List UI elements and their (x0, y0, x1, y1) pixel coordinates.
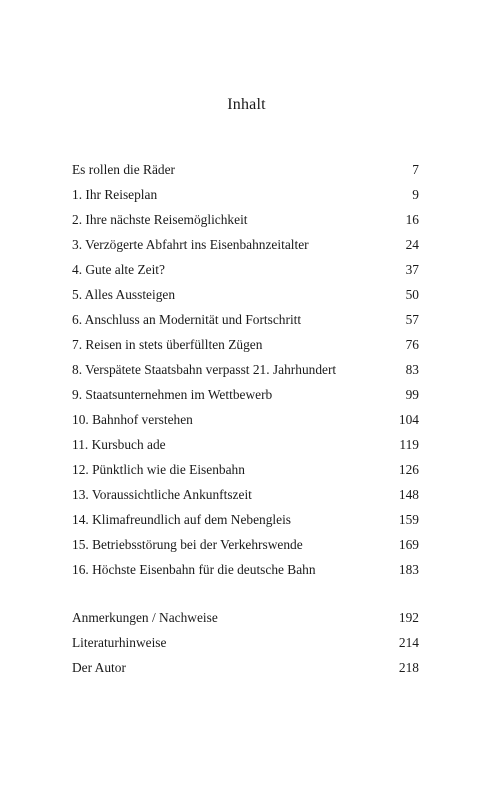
toc-entry-title: 2. Ihre nächste Reisemöglichkeit (72, 212, 248, 227)
toc-entry-page: 159 (398, 512, 419, 527)
toc-entry-page: 192 (398, 610, 419, 625)
toc-entry-page: 169 (398, 537, 419, 552)
toc-entry-page: 119 (399, 437, 419, 452)
toc-entry (72, 357, 419, 382)
toc-entry-title: 16. Höchste Eisenbahn für die deutsche Bahn (72, 562, 316, 577)
toc-entry-title: Es rollen die Räder (72, 162, 175, 177)
toc-entry-title: 7. Reisen in stets überfüllten Zügen (72, 337, 263, 352)
toc-entry-title: Anmerkungen / Nachweise (72, 610, 218, 625)
toc-entry (72, 532, 419, 557)
toc-entry-title: Der Autor (72, 660, 126, 675)
toc-entry-page: 37 (405, 262, 419, 277)
toc-chapter-list (72, 157, 419, 582)
toc-entry-title: 6. Anschluss an Modernität und Fortschritt (72, 312, 302, 327)
toc-entry (72, 630, 419, 655)
toc-entry-title: 10. Bahnhof verstehen (72, 412, 193, 427)
toc-entry-page: 57 (405, 312, 419, 327)
toc-entry (72, 307, 419, 332)
toc-entry-title: 15. Betriebsstörung bei der Verkehrswende (72, 537, 303, 552)
toc-entry-page: 218 (398, 660, 419, 675)
toc-entry-title: 3. Verzögerte Abfahrt ins Eisenbahnzeitalter (72, 237, 309, 252)
toc-entry (72, 382, 419, 407)
toc-entry (72, 157, 419, 182)
toc-back-matter-list (72, 605, 419, 680)
toc-entry (72, 182, 419, 207)
toc-entry-title: 12. Pünktlich wie die Eisenbahn (72, 462, 245, 477)
toc-entry-page: 83 (405, 362, 419, 377)
toc-entry (72, 407, 419, 432)
toc-entry-page: 76 (405, 337, 419, 352)
toc-entry-title: 4. Gute alte Zeit? (72, 262, 165, 277)
toc-entry-page: 24 (405, 237, 419, 252)
toc-entry-title: 11. Kursbuch ade (72, 437, 166, 452)
toc-entry-page: 183 (398, 562, 419, 577)
toc-entry-page: 104 (398, 412, 419, 427)
toc-entry-page: 148 (398, 487, 419, 502)
toc-entry (72, 507, 419, 532)
toc-entry (72, 605, 419, 630)
toc-entry-page: 9 (412, 187, 419, 202)
toc-entry-page: 214 (398, 635, 419, 650)
toc-entry (72, 282, 419, 307)
toc-entry-title: 14. Klimafreundlich auf dem Nebengleis (72, 512, 292, 527)
toc-heading: Inhalt (227, 96, 266, 113)
toc-entry (72, 457, 419, 482)
toc-entry-title: 1. Ihr Reiseplan (72, 187, 158, 202)
toc-entry (72, 482, 419, 507)
toc-entry-page: 7 (412, 162, 419, 177)
toc-entry-page: 16 (405, 212, 419, 227)
toc-entry (72, 557, 419, 582)
toc-entry (72, 332, 419, 357)
toc-entry (72, 207, 419, 232)
toc-entry-title: 9. Staatsunternehmen im Wettbewerb (72, 387, 273, 402)
toc-entry (72, 655, 419, 680)
toc-entry-page: 126 (398, 462, 419, 477)
toc-entry (72, 232, 419, 257)
toc-entry-title: Literaturhinweise (72, 635, 167, 650)
toc-entry-page: 99 (405, 387, 419, 402)
toc-entry (72, 432, 419, 457)
toc-entry (72, 257, 419, 282)
toc-entry-page: 50 (405, 287, 419, 302)
toc-entry-title: 5. Alles Aussteigen (72, 287, 176, 302)
toc-entry-title: 13. Voraussichtliche Ankunftszeit (72, 487, 252, 502)
toc-entry-title: 8. Verspätete Staatsbahn verpasst 21. Jahrhundert (72, 362, 337, 377)
